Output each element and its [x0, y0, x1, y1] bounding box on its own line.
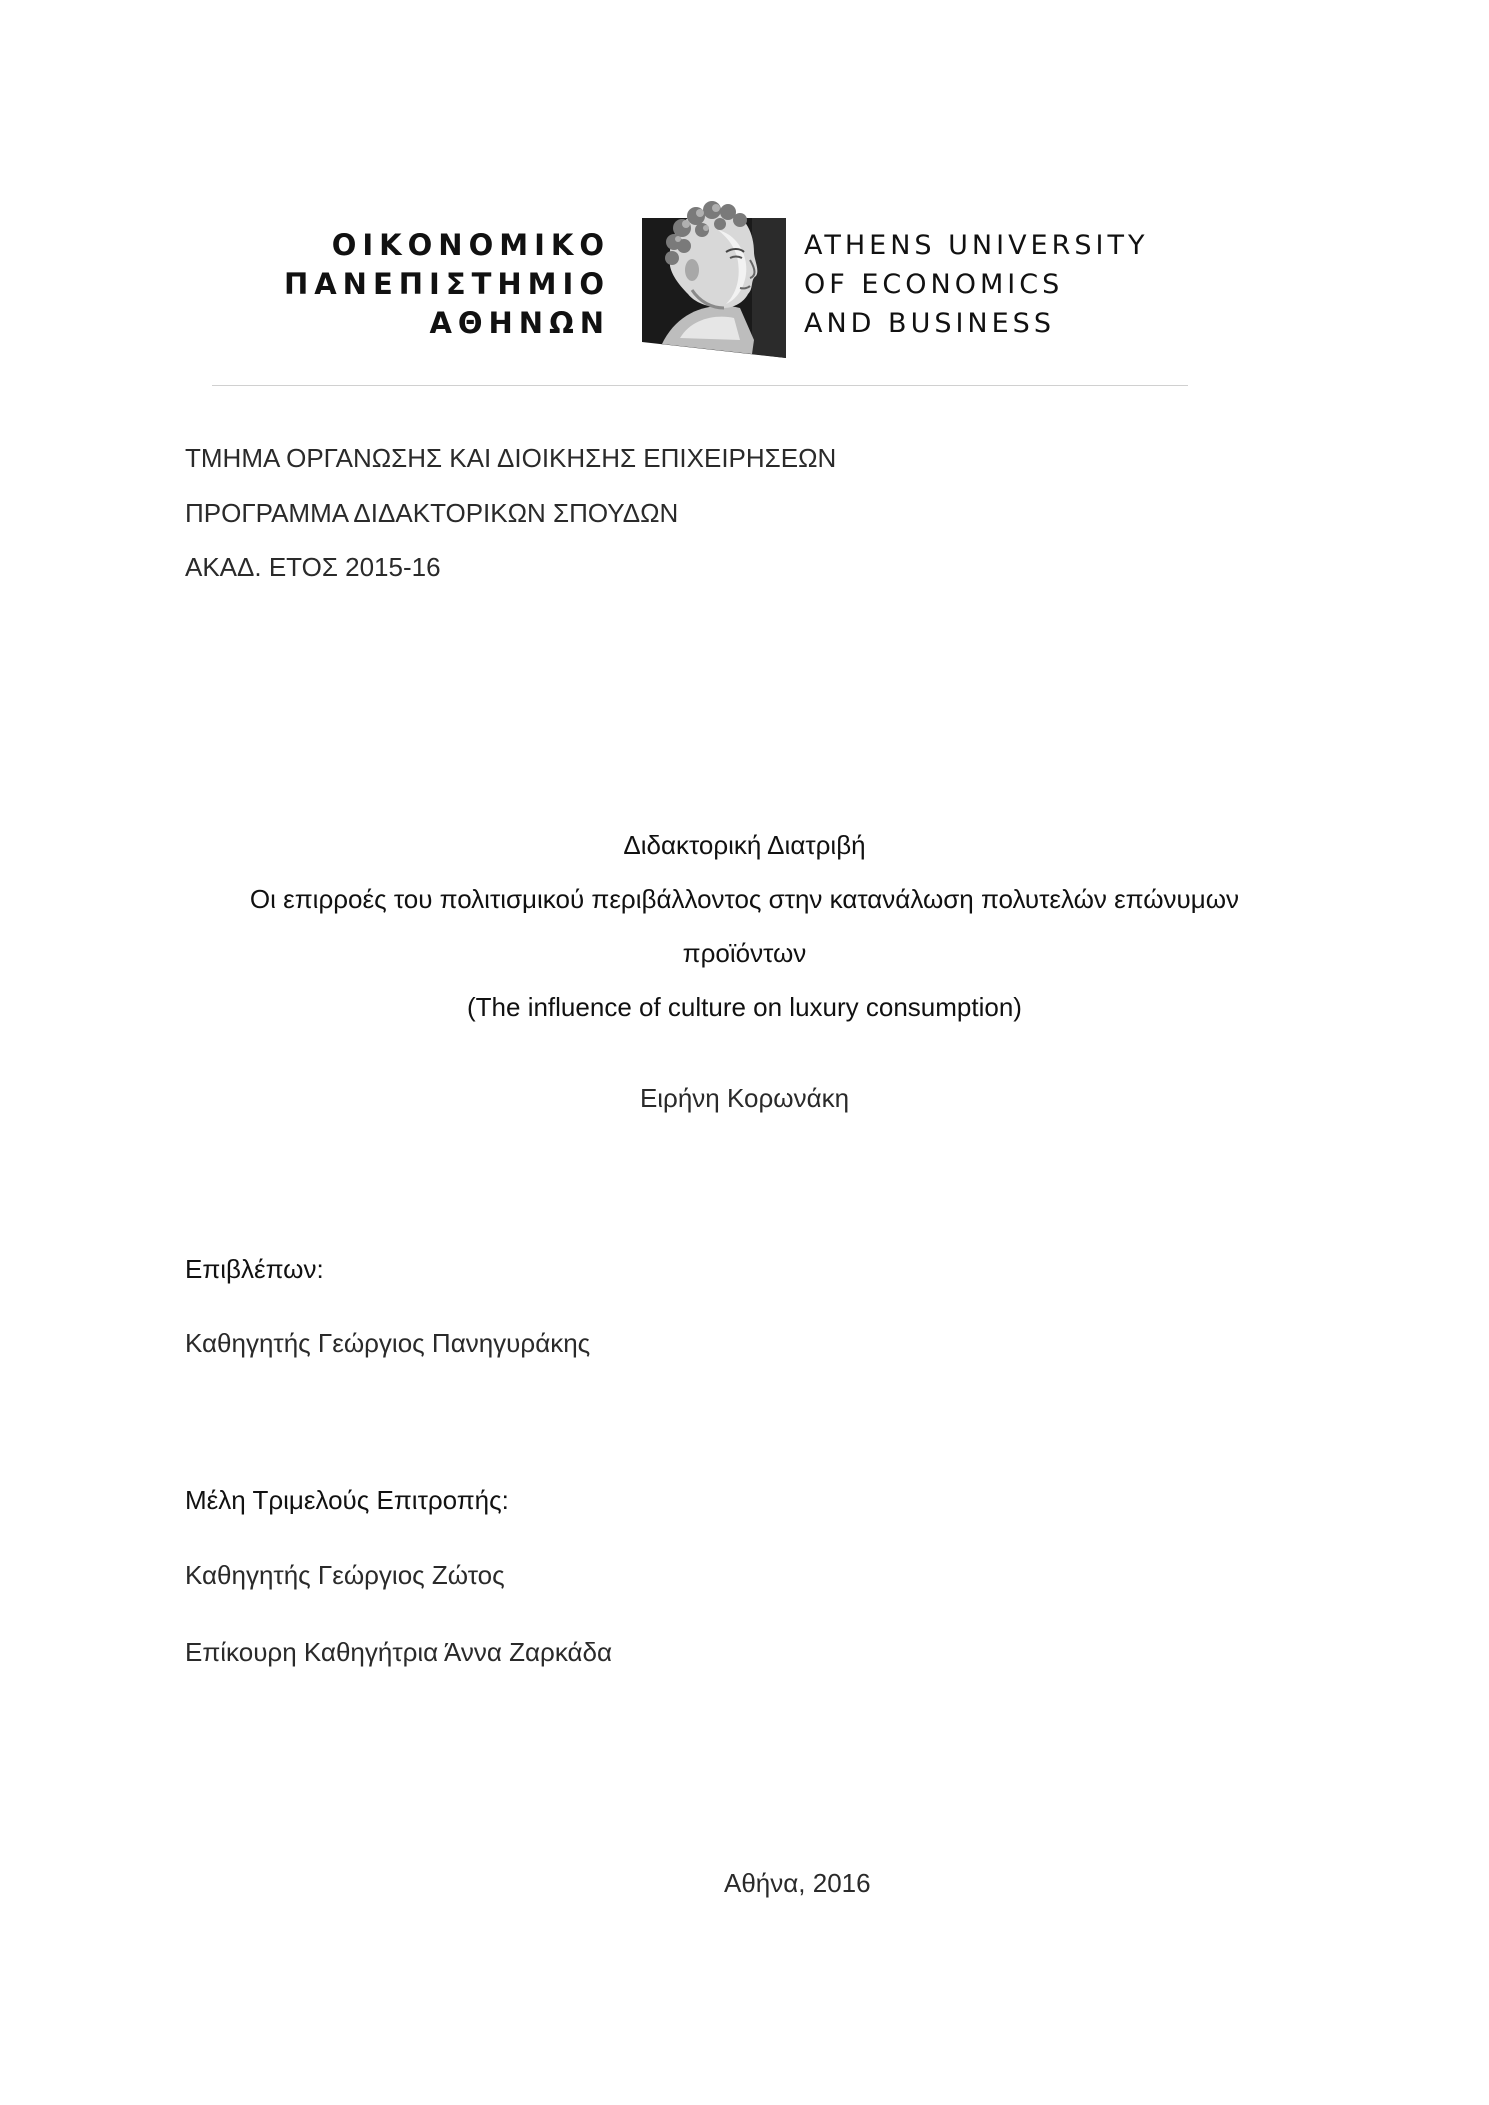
thesis-title-line-1: Οι επιρροές του πολιτισμικού περιβάλλοντος στην κατανάλωση πολυτελών επώνυμων — [249, 884, 1240, 914]
logo-greek-line: ΟΙΚΟΝΟΜΙΚΟ — [331, 228, 610, 262]
academic-year: ΑΚΑΔ. ΕΤΟΣ 2015-16 — [185, 552, 441, 582]
thesis-title-line-2: προϊόντων — [682, 938, 807, 968]
logo-english-line: AND BUSINESS — [804, 308, 1055, 339]
supervisor-heading: Επιβλέπων: — [185, 1254, 324, 1284]
supervisor-name: Καθηγητής Γεώργιος Πανηγυράκης — [185, 1328, 591, 1358]
thesis-title-english: (The influence of culture on luxury consumption) — [467, 992, 1022, 1022]
logo-english-line: ATHENS UNIVERSITY — [804, 230, 1149, 261]
committee-member: Επίκουρη Καθηγήτρια Άννα Ζαρκάδα — [185, 1637, 613, 1667]
university-logo — [210, 190, 1200, 360]
hermes-head-icon — [622, 190, 792, 360]
department-name: ΤΜΗΜΑ ΟΡΓΑΝΩΣΗΣ ΚΑΙ ΔΙΟΙΚΗΣΗΣ ΕΠΙΧΕΙΡΗΣΕΩΝ — [185, 443, 837, 473]
logo-english-name — [804, 226, 1204, 343]
program-name: ΠΡΟΓΡΑΜΜΑ ΔΙΔΑΚΤΟΡΙΚΩΝ ΣΠΟΥΔΩΝ — [185, 498, 679, 528]
committee-heading: Μέλη Τριμελούς Επιτροπής: — [185, 1485, 509, 1515]
logo-greek-line: ΑΘΗΝΩΝ — [429, 306, 610, 340]
committee-member: Καθηγητής Γεώργιος Ζώτος — [185, 1560, 505, 1590]
thesis-type: Διδακτορική Διατριβή — [623, 830, 866, 860]
logo-greek-line: ΠΑΝΕΠΙΣΤΗΜΙΟ — [283, 267, 610, 301]
logo-divider — [212, 385, 1188, 386]
logo-english-line: OF ECONOMICS — [804, 269, 1064, 300]
place-date: Αθήνα, 2016 — [724, 1868, 871, 1898]
author-name: Ειρήνη Κορωνάκη — [639, 1083, 850, 1113]
logo-greek-name — [210, 226, 610, 343]
